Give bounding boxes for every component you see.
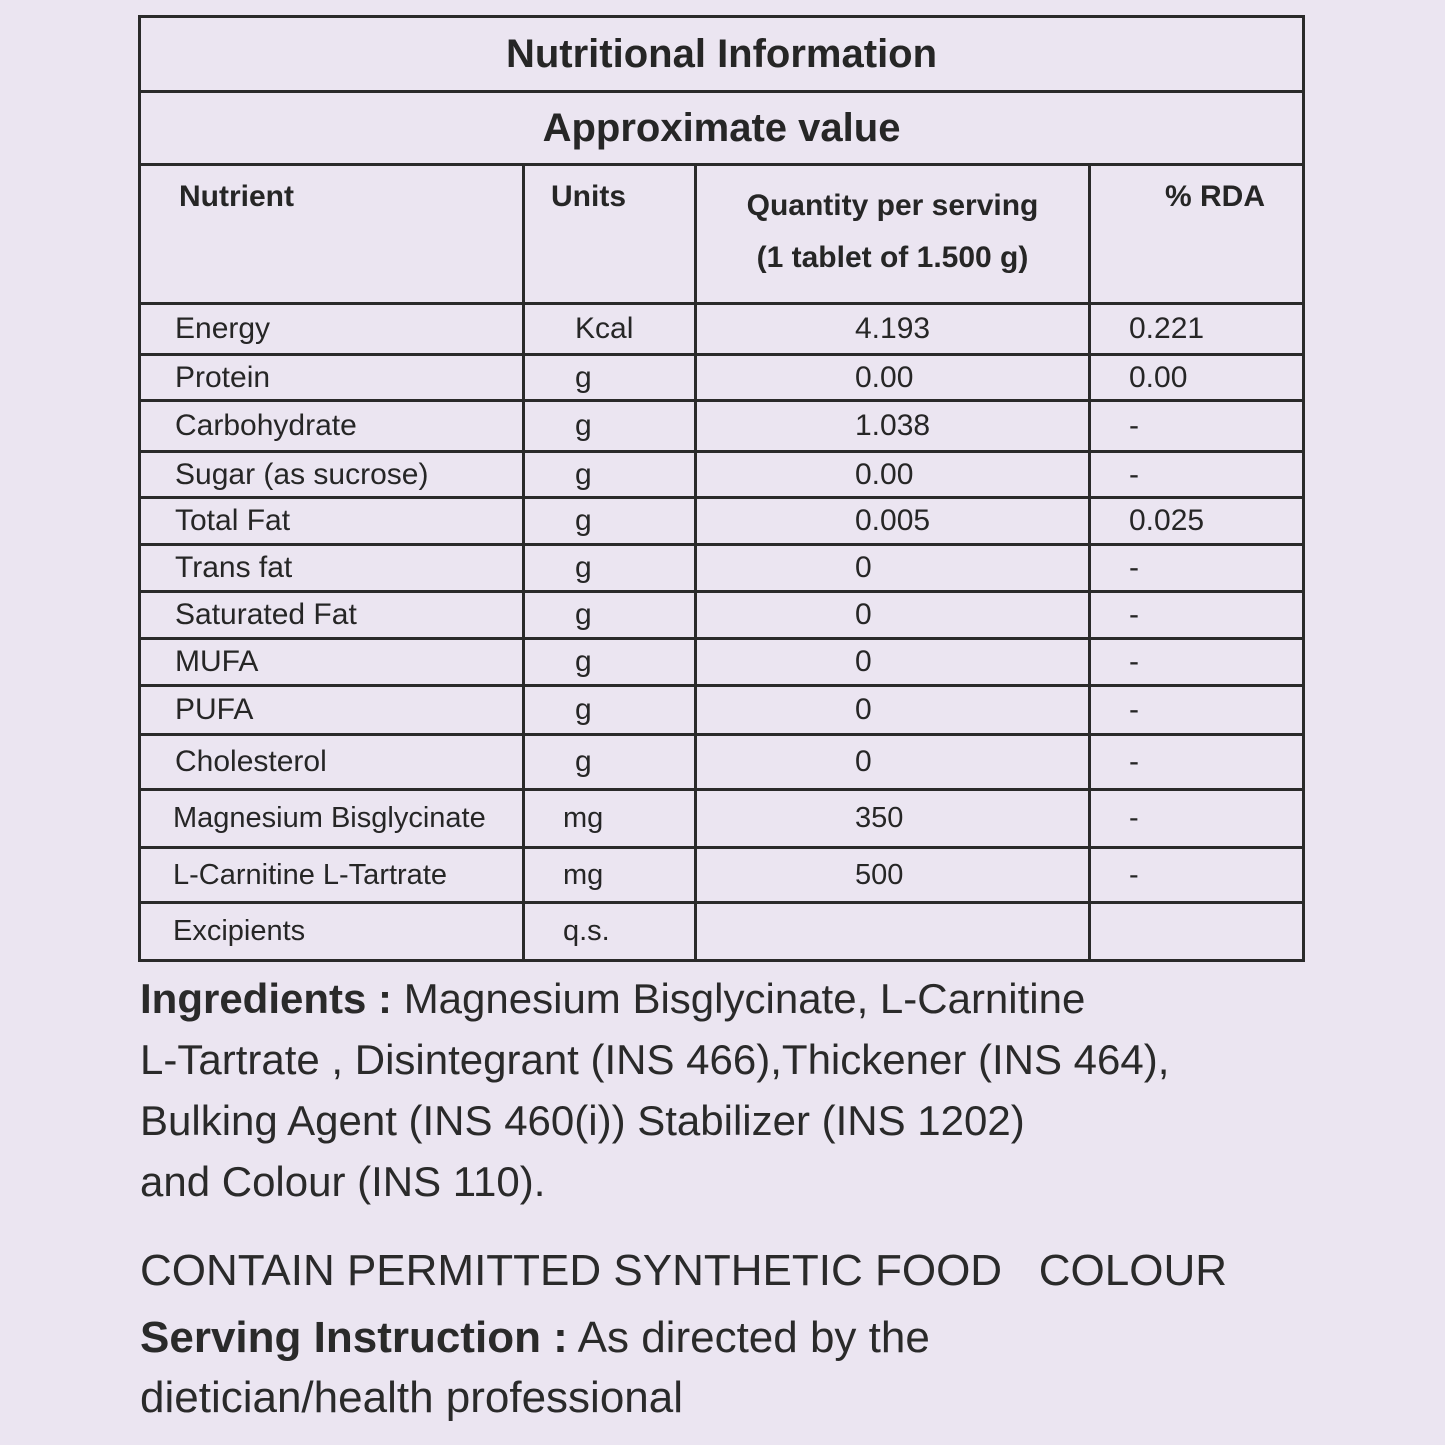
table-header-row <box>140 165 1304 304</box>
units-cell: g <box>524 452 696 498</box>
nutrient-cell: Total Fat <box>140 498 524 545</box>
header-quantity-line2: (1 tablet of 1.500 g) <box>756 241 1029 274</box>
table-row <box>140 903 1304 961</box>
quantity-cell: 350 <box>696 790 1090 848</box>
quantity-cell: 0.00 <box>696 452 1090 498</box>
table-title: Nutritional Information <box>140 17 1304 92</box>
serving-label: Serving Instruction : <box>140 1313 568 1362</box>
units-cell: q.s. <box>524 903 696 961</box>
rda-cell: 0.025 <box>1090 498 1304 545</box>
header-units: Units <box>524 165 696 304</box>
units-cell: g <box>524 735 696 790</box>
nutrient-cell: Protein <box>140 355 524 401</box>
nutrient-cell: Excipients <box>140 903 524 961</box>
rda-cell: 0.221 <box>1090 304 1304 355</box>
units-cell: g <box>524 498 696 545</box>
table-row <box>140 498 1304 545</box>
serving-line-2: dietician/health professional <box>140 1373 684 1422</box>
ingredients-label: Ingredients : <box>140 975 393 1022</box>
quantity-cell: 1.038 <box>696 401 1090 452</box>
nutrient-cell: Sugar (as sucrose) <box>140 452 524 498</box>
rda-cell: - <box>1090 686 1304 735</box>
colour-notice: CONTAIN PERMITTED SYNTHETIC FOOD COLOUR <box>140 1246 1228 1295</box>
ingredients-line-2: L-Tartrate , Disintegrant (INS 466),Thickener (INS 464), <box>140 1036 1170 1083</box>
nutrient-cell: MUFA <box>140 639 524 686</box>
rda-cell: - <box>1090 545 1304 592</box>
units-cell: mg <box>524 848 696 903</box>
rda-cell: 0.00 <box>1090 355 1304 401</box>
quantity-cell: 500 <box>696 848 1090 903</box>
nutrition-table <box>138 15 1305 962</box>
nutrient-cell: Magnesium Bisglycinate <box>140 790 524 848</box>
quantity-cell <box>696 903 1090 961</box>
ingredients-block <box>140 968 1169 1212</box>
quantity-cell: 0.00 <box>696 355 1090 401</box>
table-row <box>140 686 1304 735</box>
units-cell: Kcal <box>524 304 696 355</box>
table-row <box>140 848 1304 903</box>
table-row <box>140 735 1304 790</box>
quantity-cell: 0 <box>696 545 1090 592</box>
table-row <box>140 452 1304 498</box>
rda-cell: - <box>1090 639 1304 686</box>
units-cell: g <box>524 401 696 452</box>
quantity-cell: 0 <box>696 639 1090 686</box>
ingredients-line-1 <box>140 968 1169 1029</box>
table-subtitle: Approximate value <box>140 92 1304 165</box>
rda-cell: - <box>1090 592 1304 639</box>
serving-instruction-block <box>140 1308 930 1428</box>
header-nutrient: Nutrient <box>140 165 524 304</box>
rda-cell: - <box>1090 401 1304 452</box>
nutrient-cell: Trans fat <box>140 545 524 592</box>
table-row <box>140 790 1304 848</box>
serving-line-1 <box>140 1308 930 1368</box>
table-row <box>140 304 1304 355</box>
ingredients-line-4: and Colour (INS 110). <box>140 1158 546 1205</box>
table-row <box>140 545 1304 592</box>
units-cell: g <box>524 639 696 686</box>
table-row <box>140 355 1304 401</box>
units-cell: mg <box>524 790 696 848</box>
table-row <box>140 639 1304 686</box>
units-cell: g <box>524 592 696 639</box>
units-cell: g <box>524 686 696 735</box>
nutrient-cell: Saturated Fat <box>140 592 524 639</box>
rda-cell <box>1090 903 1304 961</box>
units-cell: g <box>524 545 696 592</box>
nutrient-cell: L-Carnitine L-Tartrate <box>140 848 524 903</box>
table-row <box>140 592 1304 639</box>
quantity-cell: 0 <box>696 686 1090 735</box>
nutrient-cell: Cholesterol <box>140 735 524 790</box>
serving-text-1: As directed by the <box>567 1313 930 1362</box>
nutrient-cell: PUFA <box>140 686 524 735</box>
header-rda: % RDA <box>1090 165 1304 304</box>
quantity-cell: 0.005 <box>696 498 1090 545</box>
ingredients-text-1: Magnesium Bisglycinate, L-Carnitine <box>392 975 1086 1022</box>
quantity-cell: 0 <box>696 592 1090 639</box>
units-cell: g <box>524 355 696 401</box>
header-quantity <box>696 165 1090 304</box>
ingredients-line-3: Bulking Agent (INS 460(i)) Stabilizer (INS 1202) <box>140 1097 1025 1144</box>
quantity-cell: 0 <box>696 735 1090 790</box>
quantity-cell: 4.193 <box>696 304 1090 355</box>
header-quantity-line1: Quantity per serving <box>746 189 1039 222</box>
rda-cell: - <box>1090 790 1304 848</box>
table-row <box>140 401 1304 452</box>
nutrient-cell: Carbohydrate <box>140 401 524 452</box>
rda-cell: - <box>1090 735 1304 790</box>
nutrient-cell: Energy <box>140 304 524 355</box>
rda-cell: - <box>1090 452 1304 498</box>
rda-cell: - <box>1090 848 1304 903</box>
